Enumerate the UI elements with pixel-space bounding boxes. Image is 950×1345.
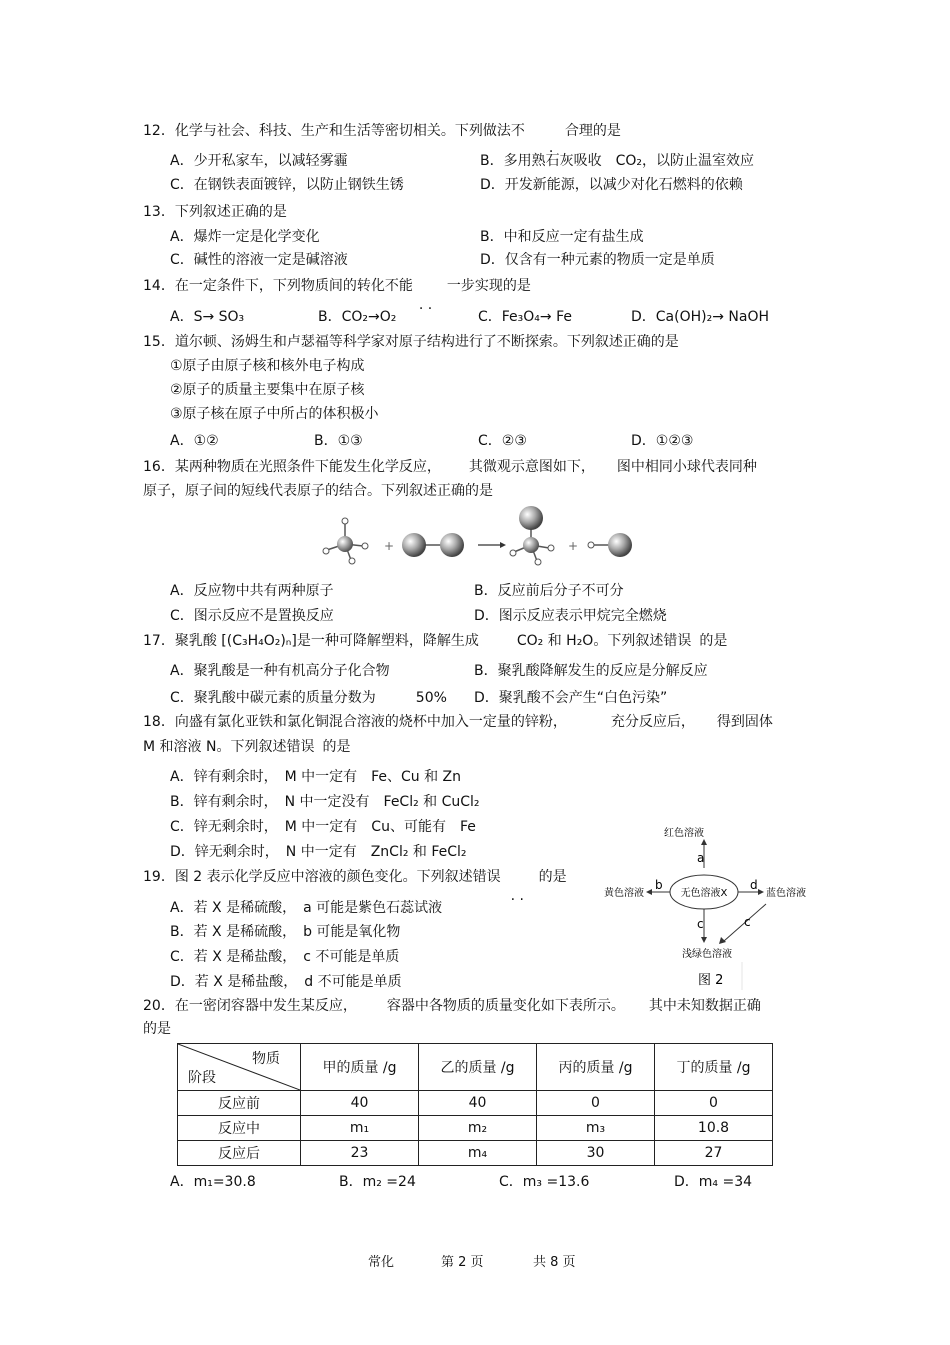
- q18-stem-line1: 18．向盛有氯化亚铁和氯化铜混合溶液的烧杯中加入一定量的锌粉， 充分反应后， 得到固体: [143, 714, 773, 730]
- q16-option-a: A．反应物中共有两种原子: [170, 583, 334, 599]
- q18-option-c: C．锌无剩余时， M 中一定有 Cu、可能有 Fe: [170, 819, 476, 835]
- q14-option-c: C．Fe₃O₄→ Fe: [478, 309, 573, 325]
- label-colorless-x: 无色溶液X: [680, 888, 728, 899]
- table-cell: 40: [419, 1091, 537, 1116]
- q14-option-d: D．Ca(OH)₂→ NaOH: [631, 309, 769, 325]
- q15-stem: 15．道尔顿、汤姆生和卢瑟福等科学家对原子结构进行了不断探索。下列叙述正确的是: [143, 334, 679, 350]
- corner-substance-label: 物质: [252, 1051, 280, 1067]
- q18-option-d: D．锌无剩余时， N 中一定有 ZnCl₂ 和 FeCl₂: [170, 844, 467, 860]
- q18-option-b: B．锌有剩余时， N 中一定没有 FeCl₂ 和 CuCl₂: [170, 794, 480, 810]
- q12-option-d: D．开发新能源，以减少对化石燃料的依赖: [480, 177, 743, 193]
- table-cell: m₄: [419, 1141, 537, 1166]
- q16-option-c: C．图示反应不是置换反应: [170, 608, 334, 624]
- table-cell: 23: [301, 1141, 419, 1166]
- q13-stem: 13．下列叙述正确的是: [143, 204, 287, 220]
- table-cell: 反应中: [178, 1116, 301, 1141]
- q15-option-d: D．①②③: [631, 433, 694, 449]
- q12-stem: 12．化学与社会、科技、生产和生活等密切相关。下列做法不 . 合理的是: [143, 123, 621, 156]
- q13-option-d: D．仅含有一种元素的物质一定是单质: [480, 252, 715, 268]
- label-yellow-solution: 黄色溶液: [604, 888, 644, 899]
- q14-stem: 14．在一定条件下，下列物质间的转化不能 . . 一步实现的是: [143, 278, 531, 313]
- q20-stem-line1: 20．在一密闭容器中发生某反应， 容器中各物质的质量变化如下表所示。 其中未知数据正确: [143, 998, 761, 1014]
- label-red-solution: 红色溶液: [664, 828, 704, 839]
- table-cell: m₁: [301, 1116, 419, 1141]
- q15-option-a: A．①②: [170, 433, 219, 449]
- label-c-diagonal: c: [744, 915, 751, 929]
- table-cell: m₃: [537, 1116, 655, 1141]
- table-cell: 0: [537, 1091, 655, 1116]
- figure-2-color-change: [600, 822, 812, 992]
- hydrogen-chloride-molecule: [588, 533, 632, 557]
- methane-molecule: [323, 518, 368, 564]
- label-b: b: [655, 878, 663, 892]
- footer-subject: 常化: [368, 1255, 395, 1270]
- q14-option-a: A．S→ SO₃: [170, 309, 245, 325]
- q13-option-b: B．中和反应一定有盐生成: [480, 229, 644, 245]
- table-cell: 27: [655, 1141, 773, 1166]
- chlorine-molecule: [402, 533, 464, 557]
- table-header: 乙的质量 /g: [419, 1044, 537, 1091]
- table-cell: 40: [301, 1091, 419, 1116]
- q16-option-b: B．反应前后分子不可分: [474, 583, 624, 599]
- q15-option-c: C．②③: [478, 433, 527, 449]
- table-header: 甲的质量 /g: [301, 1044, 419, 1091]
- q18-option-a: A．锌有剩余时， M 中一定有 Fe、Cu 和 Zn: [170, 769, 462, 785]
- q15-statement-1: ①原子由原子核和核外电子构成: [170, 358, 365, 374]
- q16-option-d: D．图示反应表示甲烷完全燃烧: [474, 608, 667, 624]
- plus-sign-2: +: [568, 539, 579, 553]
- q17-stem: 17．聚乳酸 [(C₃H₄O₂)ₙ]是一种可降解塑料，降解生成 CO₂ 和 H₂O。下列叙述错误 的是: [143, 633, 728, 649]
- table-corner-cell: [178, 1044, 301, 1091]
- q12-option-b: B．多用熟石灰吸收 CO₂，以防止温室效应: [480, 153, 755, 169]
- q17-option-d: D．聚乳酸不会产生“白色污染”: [474, 690, 668, 706]
- q19-stem: 19．图 2 表示化学反应中溶液的颜色变化。下列叙述错误 . . 的是: [143, 869, 567, 904]
- table-cell: m₂: [419, 1116, 537, 1141]
- q20-stem-line2: 的是: [143, 1021, 171, 1037]
- table-cell: 反应后: [178, 1141, 301, 1166]
- table-row: [178, 1141, 773, 1166]
- q18-stem-line2: M 和溶液 N。下列叙述错误 的是: [143, 739, 351, 755]
- label-blue-solution: 蓝色溶液: [766, 888, 806, 899]
- q15-statement-3: ③原子核在原子中所占的体积极小: [170, 406, 379, 422]
- label-c: c: [697, 917, 704, 931]
- table-header: 丙的质量 /g: [537, 1044, 655, 1091]
- footer-total-pages: 共 8 页: [533, 1255, 576, 1270]
- q16-stem-line1: 16．某两种物质在光照条件下能发生化学反应， 其微观示意图如下， 图中相同小球代表同种: [143, 459, 757, 475]
- reaction-diagram: [316, 502, 640, 568]
- q12-option-a: A．少开私家车，以减轻雾霾: [170, 153, 348, 169]
- q20-option-b: B．m₂ =24: [339, 1174, 416, 1190]
- label-light-green-solution: 浅绿色溶液: [682, 949, 732, 960]
- footer-page-number: 第 2 页: [441, 1255, 484, 1270]
- q15-option-b: B．①③: [314, 433, 363, 449]
- mass-table: [177, 1043, 773, 1166]
- label-d: d: [750, 878, 758, 892]
- q19-option-a: A．若 X 是稀硫酸， a 可能是紫色石蕊试液: [170, 900, 443, 916]
- table-cell: 30: [537, 1141, 655, 1166]
- q17-option-c: C．聚乳酸中碳元素的质量分数为 50%: [170, 690, 447, 706]
- table-cell: 10.8: [655, 1116, 773, 1141]
- q20-option-c: C．m₃ =13.6: [499, 1174, 590, 1190]
- table-row: [178, 1091, 773, 1116]
- q20-option-d: D．m₄ =34: [674, 1174, 753, 1190]
- table-row: [178, 1116, 773, 1141]
- q19-option-b: B．若 X 是稀硫酸， b 可能是氧化物: [170, 924, 401, 940]
- q14-option-b: B．CO₂→O₂: [318, 309, 397, 325]
- q19-option-c: C．若 X 是稀盐酸， c 不可能是单质: [170, 949, 400, 965]
- table-cell: 反应前: [178, 1091, 301, 1116]
- figure-caption: 图 2: [698, 973, 724, 988]
- table-cell: 0: [655, 1091, 773, 1116]
- corner-stage-label: 阶段: [188, 1070, 216, 1086]
- plus-sign-1: +: [384, 539, 395, 553]
- q13-option-c: C．碱性的溶液一定是碱溶液: [170, 252, 348, 268]
- q17-option-a: A．聚乳酸是一种有机高分子化合物: [170, 663, 390, 679]
- label-a: a: [697, 851, 705, 865]
- q12-option-c: C．在钢铁表面镀锌，以防止钢铁生锈: [170, 177, 404, 193]
- q13-option-a: A．爆炸一定是化学变化: [170, 229, 320, 245]
- q17-option-b: B．聚乳酸降解发生的反应是分解反应: [474, 663, 708, 679]
- chloromethane-molecule: [510, 506, 554, 565]
- q16-stem-line2: 原子，原子间的短线代表原子的结合。下列叙述正确的是: [143, 483, 493, 499]
- q15-statement-2: ②原子的质量主要集中在原子核: [170, 382, 365, 398]
- q19-option-d: D．若 X 是稀盐酸， d 不可能是单质: [170, 974, 402, 990]
- table-header: 丁的质量 /g: [655, 1044, 773, 1091]
- q20-option-a: A．m₁=30.8: [170, 1174, 256, 1190]
